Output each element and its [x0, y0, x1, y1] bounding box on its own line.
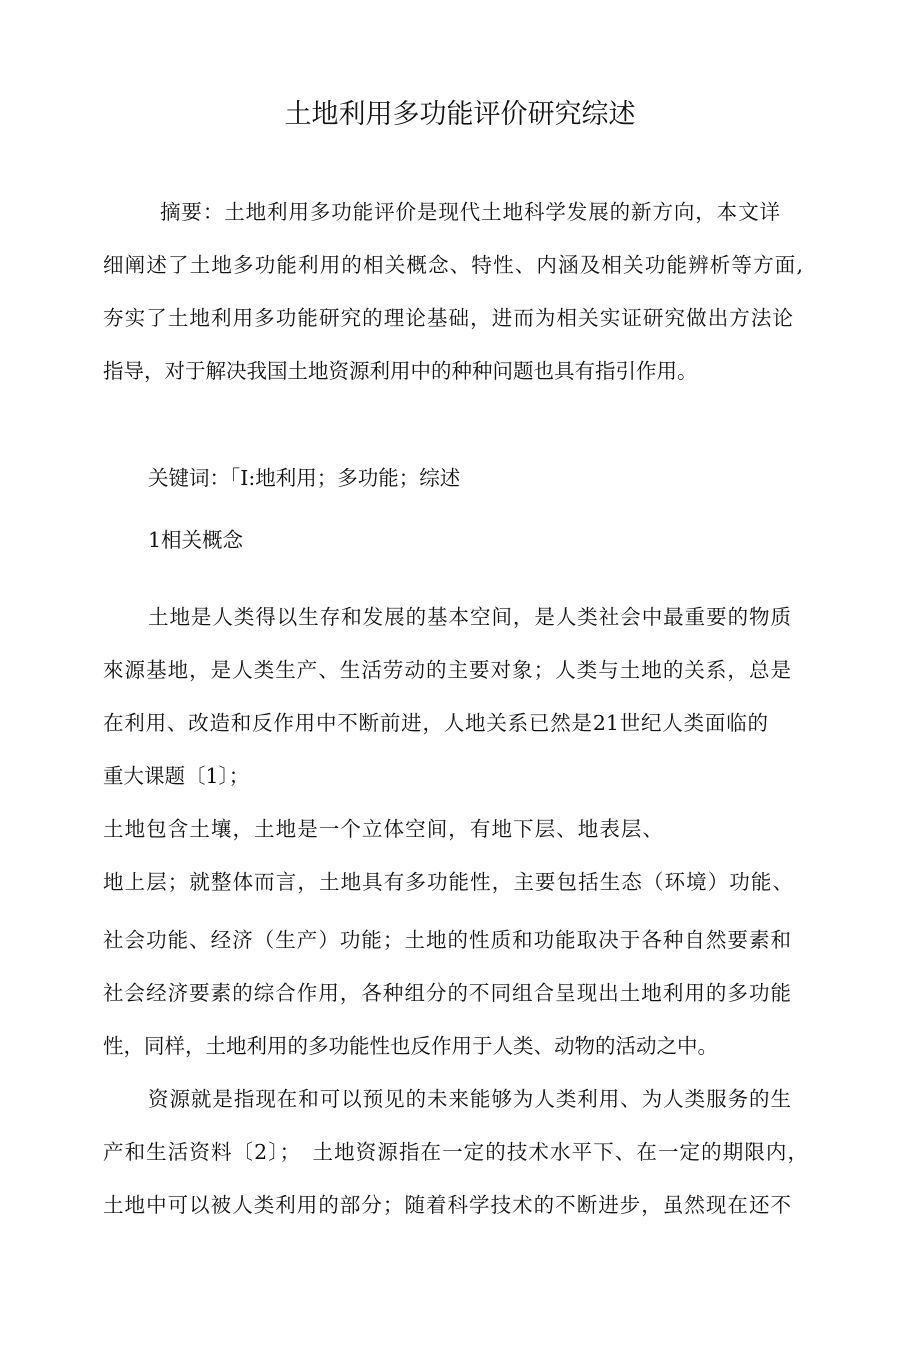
paragraph-line: 來源基地，是人类生产、生活劳动的主要对象；人类与土地的关系，总是	[103, 658, 791, 682]
paragraph-line: 地上层；就整体而言，土地具有多功能性，主要包括生态（环境）功能、	[103, 870, 793, 894]
paragraph-line: 土地中可以被人类利用的部分；随着科学技术的不断进步，虽然现在还不	[103, 1193, 791, 1217]
paragraph-line: 社会经济要素的综合作用，各种组分的不同组合呈现出土地利用的多功能	[103, 981, 791, 1005]
paragraph-line: 性，同样，土地利用的多功能性也反作用于人类、动物的活动之中。	[103, 1034, 718, 1058]
keywords: 关键词：「I:地利用；多功能；综述	[148, 466, 461, 490]
abstract-line: 摘要：土地利用多功能评价是现代土地科学发展的新方向，本文详	[160, 200, 780, 224]
paragraph-line: 土地包含土壤，土地是一个立体空间，有地下层、地表层、	[103, 817, 663, 841]
paragraph-line: 产和生活资料〔2〕； 土地资源指在一定的技术水平下、在一定的期限内，	[103, 1140, 808, 1164]
paragraph-line: 社会功能、经济（生产）功能；土地的性质和功能取决于各种自然要素和	[103, 928, 791, 952]
paragraph-line: 重大课题〔1〕；	[103, 764, 250, 788]
paragraph-line: 资源就是指现在和可以预见的未来能够为人类利用、为人类服务的生	[148, 1087, 791, 1111]
abstract-line: 指导，对于解决我国土地资源利用中的种种问题也具有指引作用。	[103, 359, 698, 383]
section-heading: 1相关概念	[148, 528, 244, 552]
paragraph-line: 土地是人类得以生存和发展的基本空间，是人类社会中最重要的物质	[148, 605, 791, 629]
abstract-line: 夯实了土地利用多功能研究的理论基础，进而为相关实证研究做出方法论	[103, 306, 793, 330]
paragraph-line: 在利用、改造和反作用中不断前进，人地关系已然是21世纪人类面临的	[103, 711, 768, 735]
document-title: 土地利用多功能评价研究综述	[284, 99, 636, 130]
abstract-line: 细阐述了土地多功能利用的相关概念、特性、内涵及相关功能辨析等方面,	[103, 253, 803, 277]
